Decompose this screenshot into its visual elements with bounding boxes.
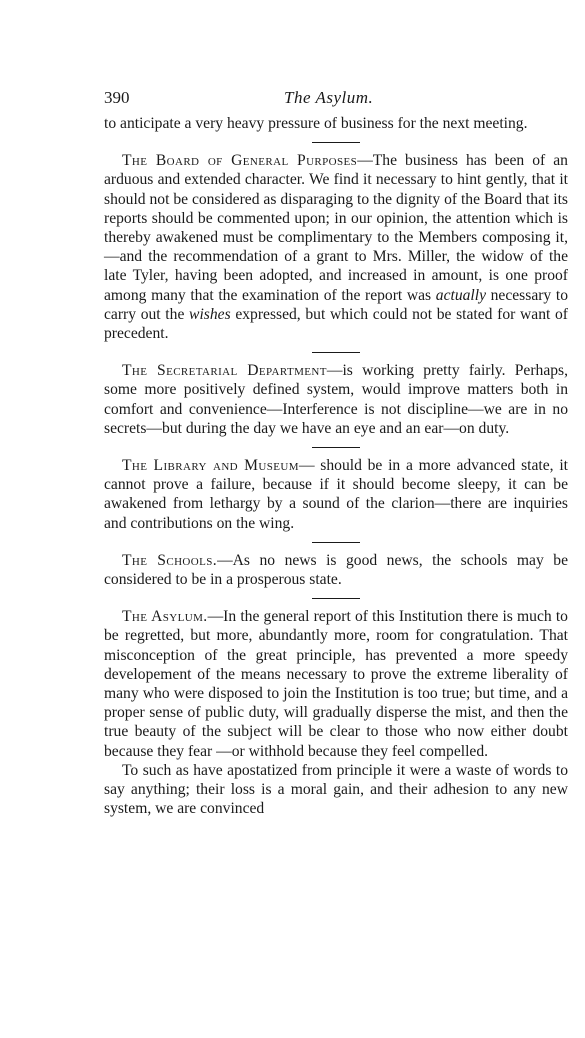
schools-paragraph (104, 551, 568, 589)
board-emphasis-wishes: wishes (189, 305, 231, 323)
schools-text: —As no news is good news, the schools may be considered to be in a prosperous state. (104, 551, 568, 589)
library-text: — should be in a more advanced state, it cannot prove a failure, because if it should become sleepy, it can be awakened from lethargy by a sound of the clarion—there are inquiries and contributions on the wing. (104, 457, 568, 532)
secretarial-paragraph (104, 361, 568, 438)
board-text-3: expressed, but which could not be stated for want of precedent. (104, 305, 568, 343)
secretarial-text: —is working pretty fairly. Perhaps, some more positively defined system, would improve matters both in comfort and convenience—Interference is not discipline—we are in no secrets—but during the day we have an eye and an ear—on duty. (104, 362, 568, 437)
intro-paragraph: to anticipate a very heavy pressure of business for the next meeting. (104, 115, 528, 132)
page-header (104, 88, 568, 114)
secretarial-heading: The Secretarial Department (122, 362, 327, 380)
board-paragraph (104, 151, 568, 343)
asylum-heading: The Asylum. (122, 608, 208, 626)
closing-paragraph: To such as have apostatized from principle it were a waste of words to say anything; their loss is a moral gain, and their adhesion to any new system, we are convinced (104, 761, 568, 818)
running-title: The Asylum. (284, 88, 374, 107)
section-divider (312, 142, 360, 143)
board-heading: The Board of General Purposes (122, 152, 358, 170)
section-divider (312, 542, 360, 543)
asylum-text: —In the general report of this Institution there is much to be regretted, but more, abundantly more, room for congratulation. That misconception of the great principle, has prevented a more speedy developement of the means necessary to prove the extreme liberality of many who were disposed to join the Institution is too true; but time, and a proper sense of public duty, will gradually disperse the mist, and then the true beauty of the subject will be clear to those who now either doubt because they fear —or withhold because they feel compelled. (104, 608, 568, 760)
book-page (104, 88, 568, 819)
asylum-paragraph (104, 607, 568, 761)
board-text: —The business has been of an arduous and extended character. We find it necessary to hint gently, that it should not be considered as disparaging to the dignity of the Board that its reports should be commented upon; in our opinion, the attention which is thereby awakened must be complimentary to the Members composing it,—and the recommendation of a grant to Mrs. Miller, the widow of the late Tyler, having been adopted, and increased in amount, is one proof among many that the examination of the report was (104, 152, 568, 304)
board-emphasis-actually: actually (435, 286, 486, 304)
library-heading: The Library and Museum (122, 457, 299, 475)
library-paragraph (104, 456, 568, 533)
section-divider (312, 447, 360, 448)
board-text-2: necessary to carry out the (104, 286, 568, 323)
section-divider (312, 352, 360, 353)
page-number: 390 (104, 88, 130, 107)
schools-heading: The Schools. (122, 551, 218, 569)
section-divider (312, 598, 360, 599)
